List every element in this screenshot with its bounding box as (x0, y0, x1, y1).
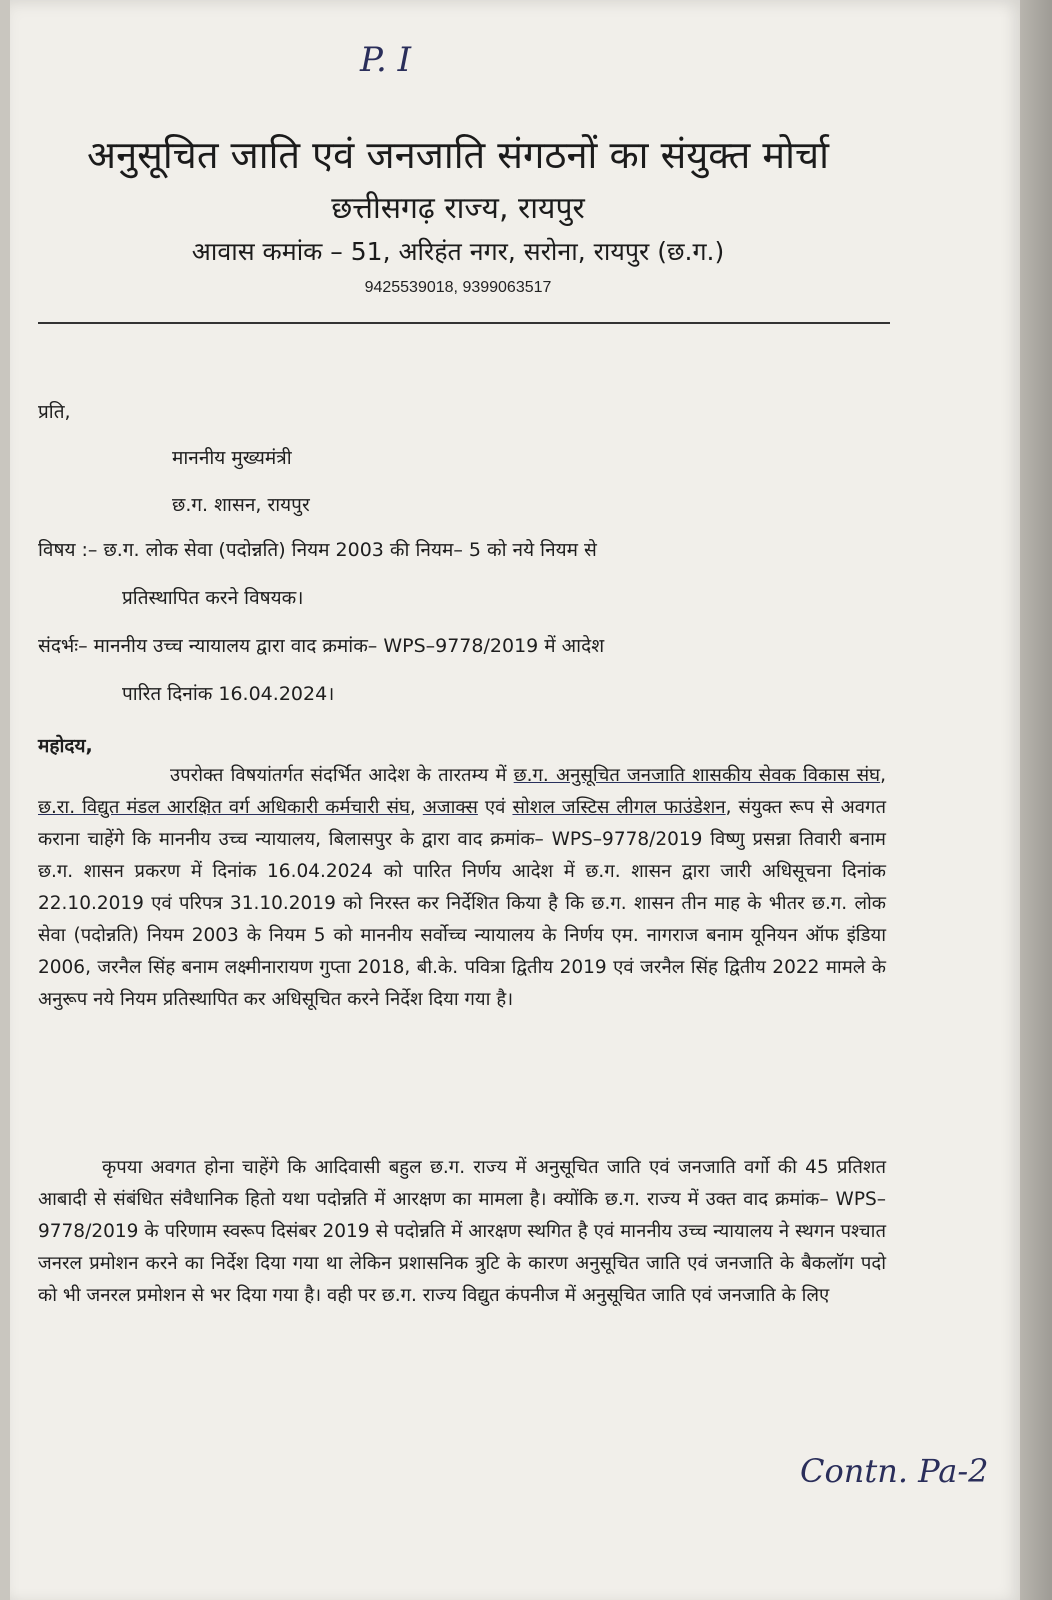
org-underlined-2: छ.रा. विद्युत मंडल आरक्षित वर्ग अधिकारी कर्मचारी संघ (38, 797, 410, 818)
page-edge (1020, 0, 1052, 1600)
para2-text: कृपया अवगत होना चाहेंगे कि आदिवासी बहुल छ.ग. राज्य में अनुसूचित जाति एवं जनजाति वर्गो की 45 प्रतिशत आबादी से संबंधित संवैधानिक हितो यथा पदोन्नति में आरक्षण का मामला है। क्योंकि छ.ग. राज्य में उक्त वाद क्रमांक– WPS–9778/2019 के परिणाम स्वरूप दिसंबर 2019 से पदोन्नति में आरक्षण स्थगित है एवं माननीय उच्च न्यायालय ने स्थगन पश्चात जनरल प्रमोशन करने का निर्देश दिया गया था लेकिन प्रशासनिक त्रुटि के कारण अनुसूचित जाति एवं जनजाति के बैकलॉग पदो को भी जनरल प्रमोशन से भर दिया गया है। वही पर छ.ग. राज्य विद्युत कंपनीज में अनुसूचित जाति एवं जनजाति के लिए (38, 1157, 886, 1306)
org-underlined-4: सोशल जस्टिस लीगल फाउंडेशन (512, 797, 726, 818)
reference-line-1: संदर्भः– माननीय उच्च न्यायालय द्वारा वाद क्रमांक– WPS–9778/2019 में आदेश (38, 635, 605, 657)
salutation: महोदय, (38, 735, 93, 757)
para1-rest: संयुक्त रूप से अवगत कराना चाहेंगे कि माननीय उच्च न्यायालय, बिलासपुर के द्वारा वाद क्रमांक– WPS–9778/2019 विष्णु प्रसन्ना तिवारी बनाम छ.ग. शासन प्रकरण में दिनांक 16.04.2024 को पारित निर्णय आदेश में छ.ग. शासन द्वारा जारी अधिसूचना दिनांक 22.10.2019 एवं परिपत्र 31.10.2019 को निरस्त कर निर्देशित किया है कि छ.ग. शासन तीन माह के भीतर छ.ग. लोक सेवा (पदोन्नति) नियम 2003 के नियम 5 को माननीय सर्वोच्च न्यायालय के निर्णय एम. नागराज बनाम यूनियन ऑफ इंडिया 2006, जरनैल सिंह बनाम लक्ष्मीनारायण गुप्ता 2018, बी.के. पवित्रा द्वितीय 2019 एवं जरनैल सिंह द्वितीय 2022 मामले के अनुरूप नये नियम प्रतिस्थापित कर अधिसूचित करने निर्देश दिया गया है। (38, 797, 886, 1010)
handwritten-continuation-mark: Contn. Pa-2 (800, 1452, 989, 1490)
recipient-line-1: माननीय मुख्यमंत्री (172, 447, 292, 469)
para1-and: एवं (484, 797, 506, 818)
letterhead-phones: 9425539018, 9399063517 (364, 279, 552, 296)
letterhead-state: छत्तीसगढ़ राज्य, रायपुर (331, 191, 585, 226)
reference-line-2: पारित दिनांक 16.04.2024। (122, 683, 335, 705)
recipient-line-2: छ.ग. शासन, रायपुर (172, 494, 310, 516)
letterhead-divider (38, 322, 890, 324)
recipient-label: प्रति, (38, 401, 71, 423)
body-paragraph-2 (38, 1152, 886, 1312)
subject-line-2: प्रतिस्थापित करने विषयक। (122, 587, 304, 609)
org-underlined-1: छ.ग. अनुसूचित जनजाति शासकीय सेवक विकास संघ (513, 765, 881, 786)
letterhead-address: आवास कमांक – 51, अरिहंत नगर, सरोना, रायपुर (छ.ग.) (191, 237, 725, 266)
letterhead-org-name: अनुसूचित जाति एवं जनजाति संगठनों का संयुक्त मोर्चा (87, 133, 829, 177)
subject-line-1: विषय :– छ.ग. लोक सेवा (पदोन्नति) नियम 2003 की नियम– 5 को नये नियम से (38, 539, 597, 561)
handwritten-page-mark: P. I (360, 40, 412, 80)
org-underlined-3: अजाक्स (422, 797, 478, 818)
para1-intro: उपरोक्त विषयांतर्गत संदर्भित आदेश के तारतम्य में (170, 765, 507, 786)
body-paragraph-1: उपरोक्त विषयांतर्गत संदर्भित आदेश के तारतम्य में छ.ग. अनुसूचित जनजाति शासकीय सेवक विकास संघ, छ.रा. विद्युत मंडल आरक्षित वर्ग अधिकारी कर्मचारी संघ, अजाक्स एवं सोशल जस्टिस लीगल फाउंडेशन, संयुक्त रूप से अवगत कराना चाहेंगे कि माननीय उच्च न्यायालय, बिलासपुर के द्वारा वाद क्रमांक– WPS–9778/2019 विष्णु प्रसन्ना तिवारी बनाम छ.ग. शासन प्रकरण में दिनांक 16.04.2024 को पारित निर्णय आदेश में छ.ग. शासन द्वारा जारी अधिसूचना दिनांक 22.10.2019 एवं परिपत्र 31.10.2019 को निरस्त कर निर्देशित किया है कि छ.ग. शासन तीन माह के भीतर छ.ग. लोक सेवा (पदोन्नति) नियम 2003 के नियम 5 को माननीय सर्वोच्च न्यायालय के निर्णय एम. नागराज बनाम यूनियन ऑफ इंडिया 2006, जरनैल सिंह बनाम लक्ष्मीनारायण गुप्ता 2018, बी.के. पवित्रा द्वितीय 2019 एवं जरनैल सिंह द्वितीय 2022 मामले के अनुरूप नये नियम प्रतिस्थापित कर अधिसूचित करने निर्देश दिया गया है। (38, 765, 886, 1010)
